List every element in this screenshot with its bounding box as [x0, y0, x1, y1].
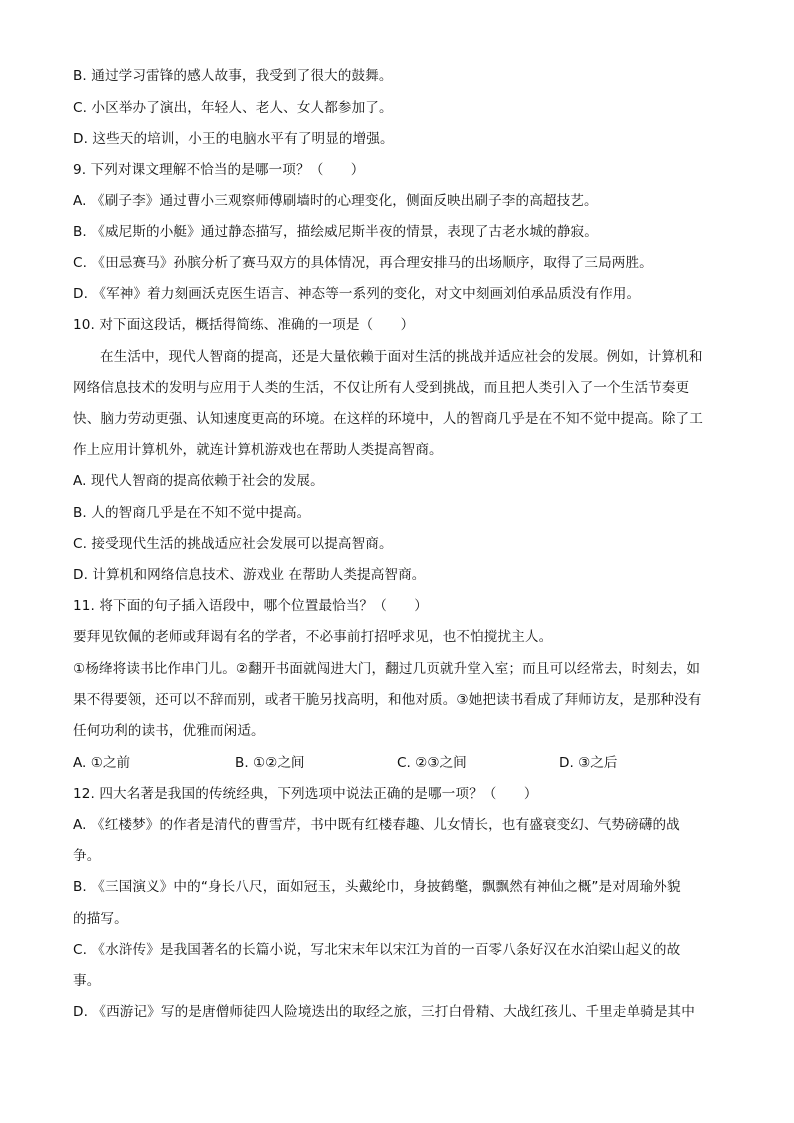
q11-passage-line: ①杨绛将读书比作串门儿。②翻开书面就闯进大门，翻过几页就升堂入室；而且可以经常去，时刻去，如: [73, 661, 701, 677]
q11-passage-line: 果不得要领，还可以不辞而别，或者干脆另找高明，和他对质。③她把读书看成了拜师访友，是那种没有: [73, 692, 702, 708]
q12-option-b-line: 的描写。: [73, 911, 128, 927]
q11-option-d: D. ③之后: [559, 755, 618, 771]
q10-option-c: C. 接受现代生活的挑战适应社会发展可以提高智商。: [73, 536, 393, 552]
q10-option-a: A. 现代人智商的提高依赖于社会的发展。: [73, 473, 324, 489]
q9-stem: 9. 下列对课文理解不恰当的是哪一项？（ ）: [73, 162, 365, 178]
q11-stem: 11. 将下面的句子插入语段中，哪个位置最恰当？（ ）: [73, 598, 428, 614]
q12-option-d-line: D. 《西游记》写的是唐僧师徒四人险境迭出的取经之旅，三打白骨精、大战红孩儿、千里走单骑是其中: [73, 1004, 695, 1020]
q10-option-b: B. 人的智商几乎是在不知不觉中提高。: [73, 505, 311, 521]
q11-passage-line: 任何功利的读书，优雅而闲适。: [73, 723, 265, 739]
q8-option-c: C. 小区举办了演出，年轻人、老人、女人都参加了。: [73, 100, 393, 116]
q9-option-b: B. 《威尼斯的小艇》通过静态描写，描绘威尼斯半夜的情景，表现了古老水城的静寂。: [73, 224, 598, 240]
q12-option-b-line: B. 《三国演义》中的“身长八尺，面如冠玉，头戴纶巾，身披鹤氅，飘飘然有神仙之概”是对周瑜外貌: [73, 879, 681, 895]
q12-option-a-line: A. 《红楼梦》的作者是清代的曹雪芹，书中既有红楼春趣、儿女情长，也有盛衰变幻、气势磅礴的战: [73, 817, 680, 833]
q10-stem: 10. 对下面这段话，概括得简练、准确的一项是（ ）: [73, 317, 415, 333]
q11-option-a: A. ①之前: [73, 755, 131, 771]
q11-sentence: 要拜见钦佩的老师或拜谒有名的学者，不必事前打招呼求见，也不怕搅扰主人。: [73, 629, 553, 645]
q9-option-a: A. 《刷子李》通过曹小三观察师傅刷墙时的心理变化，侧面反映出刷子李的高超技艺。: [73, 193, 598, 209]
q12-option-c-line: 事。: [73, 973, 101, 989]
q12-option-c-line: C. 《水浒传》是我国著名的长篇小说，写北宋末年以宋江为首的一百零八条好汉在水泊梁山起义的故: [73, 942, 681, 958]
q12-option-a-line: 争。: [73, 848, 101, 864]
q8-option-d: D. 这些天的培训，小王的电脑水平有了明显的增强。: [73, 131, 394, 147]
q11-option-b: B. ①②之间: [235, 755, 305, 771]
q9-option-d: D. 《军神》着力刻画沃克医生语言、神态等一系列的变化，对文中刻画刘伯承品质没有作用。: [73, 286, 641, 302]
q9-option-c: C. 《田忌赛马》孙膑分析了赛马双方的具体情况，再合理安排马的出场顺序，取得了三局两胜。: [73, 255, 653, 271]
q10-passage-line: 作上应用计算机外，就连计算机游戏也在帮助人类提高智商。: [73, 442, 443, 458]
q10-passage-line: 在生活中，现代人智商的提高，还是大量依赖于面对生活的挑战并适应社会的发展。例如，计算机和: [100, 349, 703, 365]
q11-option-c: C. ②③之间: [397, 755, 467, 771]
q10-passage-line: 快、脑力劳动更强、认知速度更高的环境。在这样的环境中，人的智商几乎是在不知不觉中提高。除了工: [73, 411, 703, 427]
q8-option-b: B. 通过学习雷锋的感人故事，我受到了很大的鼓舞。: [73, 68, 393, 84]
q10-option-d: D. 计算机和网络信息技术、游戏业 在帮助人类提高智商。: [73, 567, 426, 583]
q12-stem: 12. 四大名著是我国的传统经典，下列选项中说法正确的是哪一项？（ ）: [73, 786, 538, 802]
q10-passage-line: 网络信息技术的发明与应用于人类的生活，不仅让所有人受到挑战，而且把人类引入了一个生活节奏更: [73, 380, 690, 396]
